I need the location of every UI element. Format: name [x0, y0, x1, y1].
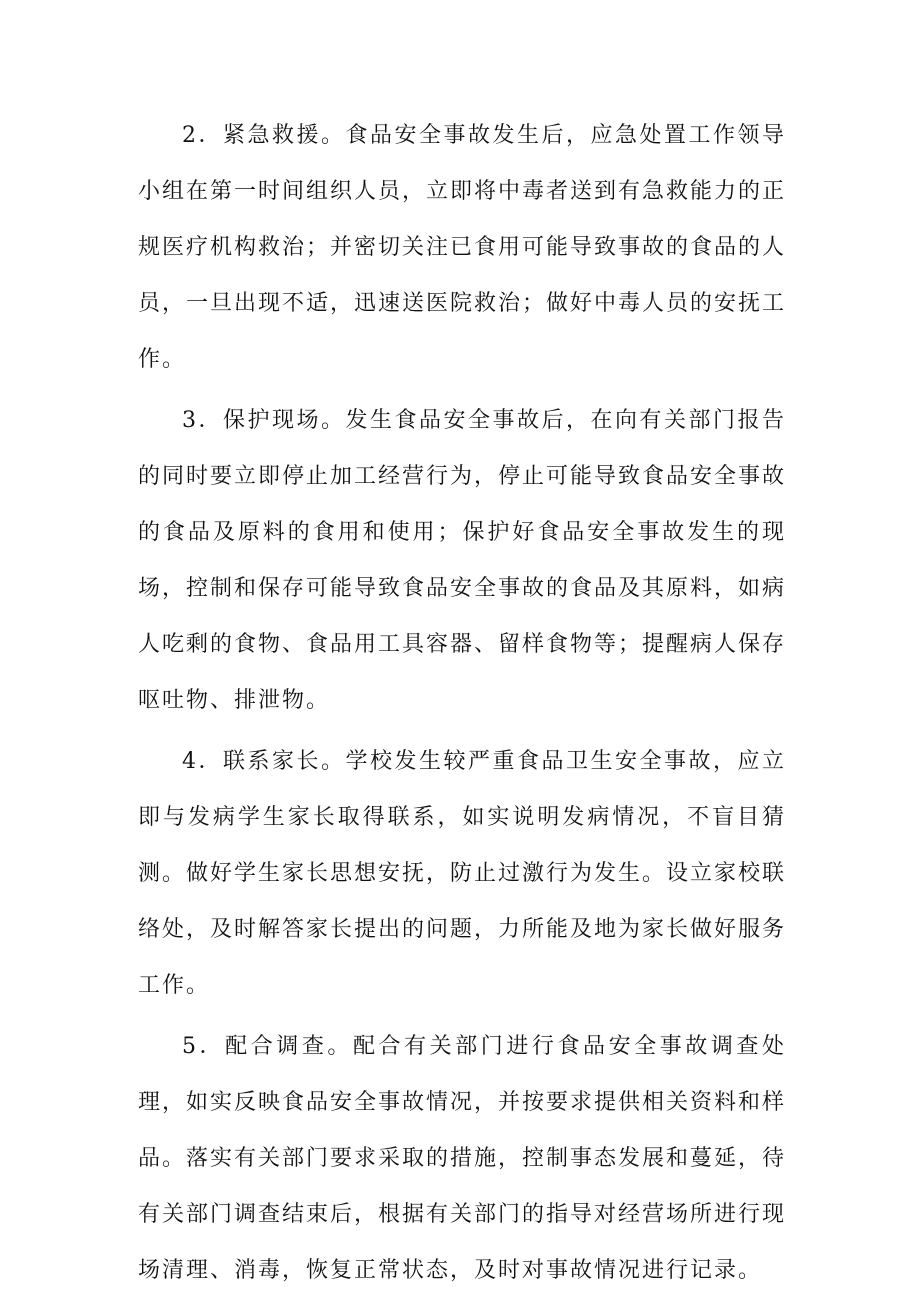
- paragraph-cooperate-investigation: 5．配合调查。配合有关部门进行食品安全事故调查处理，如实反映食品安全事故情况，并按要求提供相关资料和样品。落实有关部门要求采取的措施，控制事态发展和蔓延，待有关部门调查结束后，根据有关部门的指导对经营场所进行现场清理、消毒，恢复正常状态，及时对事故情况进行记录。: [138, 1034, 787, 1283]
- paragraph-emergency-rescue: 2．紧急救援。食品安全事故发生后，应急处置工作领导小组在第一时间组织人员，立即将中毒者送到有急救能力的正规医疗机构救治；并密切关注已食用可能导致事故的食品的人员，一旦出现不适，迅速送医院救治；做好中毒人员的安抚工作。: [138, 123, 787, 372]
- document-body: [138, 108, 786, 1304]
- paragraph-protect-scene: 3．保护现场。发生食品安全事故后，在向有关部门报告的同时要立即停止加工经营行为，停止可能导致食品安全事故的食品及原料的食用和使用；保护好食品安全事故发生的现场，控制和保存可能导致食品安全事故的食品及其原料，如病人吃剩的食物、食品用工具容器、留样食物等；提醒病人保存呕吐物、排泄物。: [138, 408, 787, 713]
- paragraph-contact-parents: 4．联系家长。学校发生较严重食品卫生安全事故，应立即与发病学生家长取得联系，如实说明发病情况，不盲目猜测。做好学生家长思想安抚，防止过激行为发生。设立家校联络处，及时解答家长提出的问题，力所能及地为家长做好服务工作。: [138, 749, 787, 998]
